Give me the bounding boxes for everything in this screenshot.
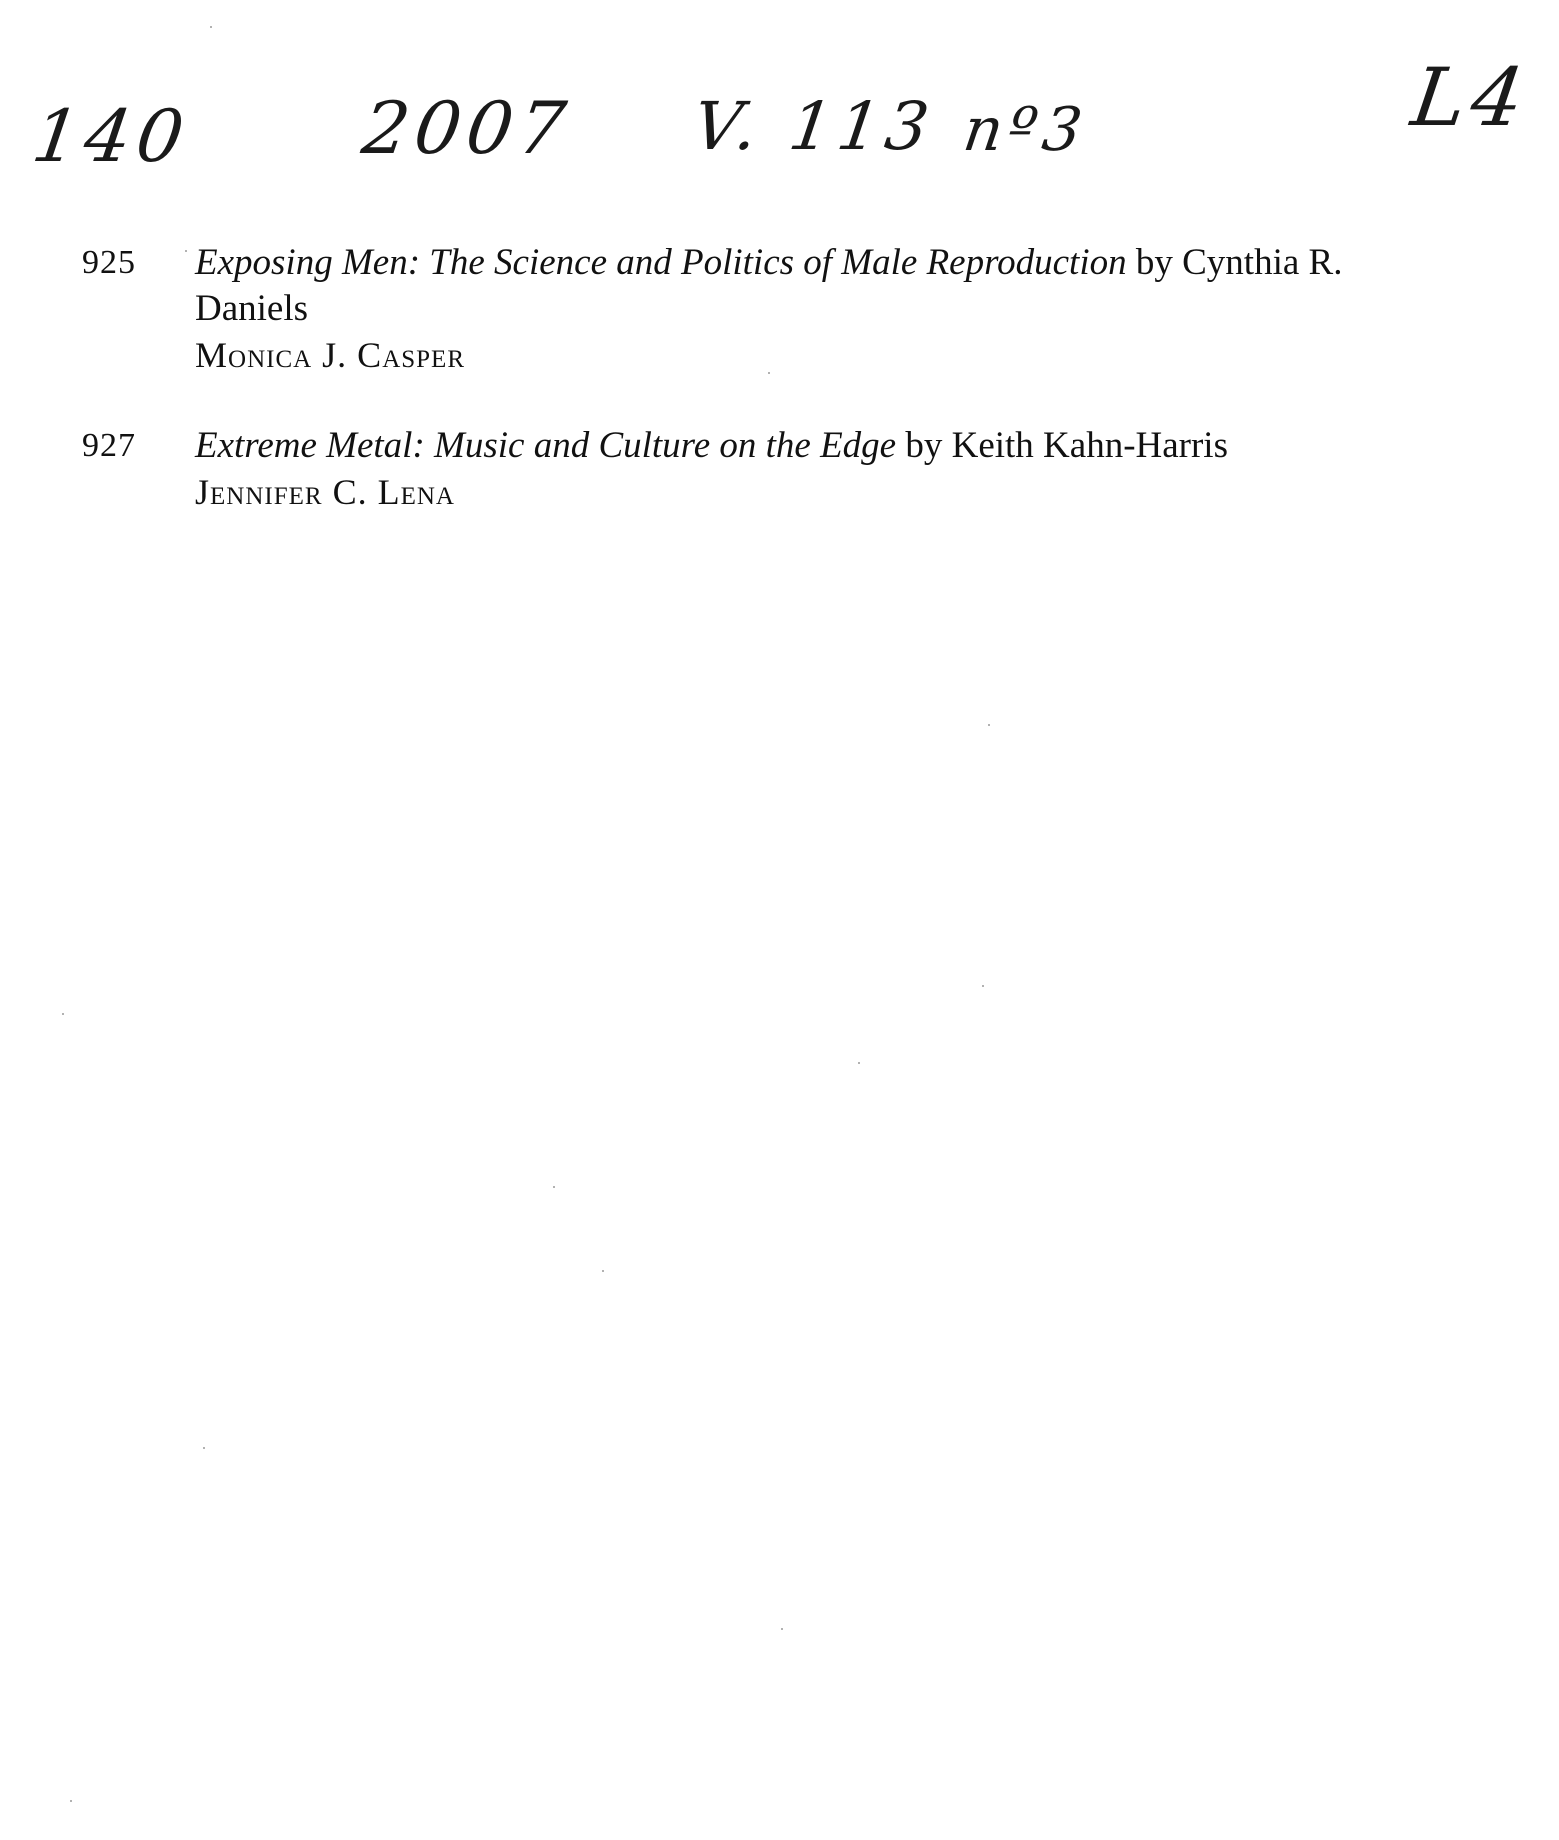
entry-body: [195, 240, 1410, 378]
scan-speck: [203, 1447, 205, 1449]
handwritten-volume: V. 113: [688, 88, 940, 165]
scan-speck: [768, 372, 770, 374]
handwritten-shelf-code: L4: [1406, 51, 1536, 144]
scan-speck: [781, 1628, 783, 1630]
scan-speck: [62, 1013, 64, 1015]
book-title: Exposing Men: The Science and Politics of Male Reproduction: [195, 242, 1127, 283]
scan-speck: [988, 724, 990, 726]
by-word: by: [1135, 242, 1173, 283]
book-author: Keith Kahn-Harris: [951, 425, 1228, 466]
scan-speck: [858, 1062, 860, 1064]
scan-speck: [982, 985, 984, 987]
book-title: Extreme Metal: Music and Culture on the Edge: [195, 425, 897, 466]
reviewer-name: Monica J. Casper: [195, 335, 466, 375]
scan-speck: [553, 1186, 555, 1188]
book-citation: [195, 423, 1410, 469]
scan-speck: [602, 1270, 604, 1272]
book-citation: [195, 240, 1410, 332]
scan-speck: [210, 26, 212, 28]
handwritten-number: 140: [27, 94, 195, 178]
page-number: 927: [82, 427, 136, 464]
by-word: by: [905, 425, 943, 466]
reviewer-name: Jennifer C. Lena: [195, 472, 455, 512]
page-number: 925: [82, 244, 136, 281]
entry-body: [195, 423, 1410, 515]
scan-speck: [185, 250, 187, 252]
scan-speck: [70, 1800, 72, 1802]
handwritten-year: 2007: [357, 86, 577, 170]
book-author: Cynthia R. Daniels: [195, 242, 1343, 329]
handwritten-issue: nº3: [959, 95, 1093, 165]
